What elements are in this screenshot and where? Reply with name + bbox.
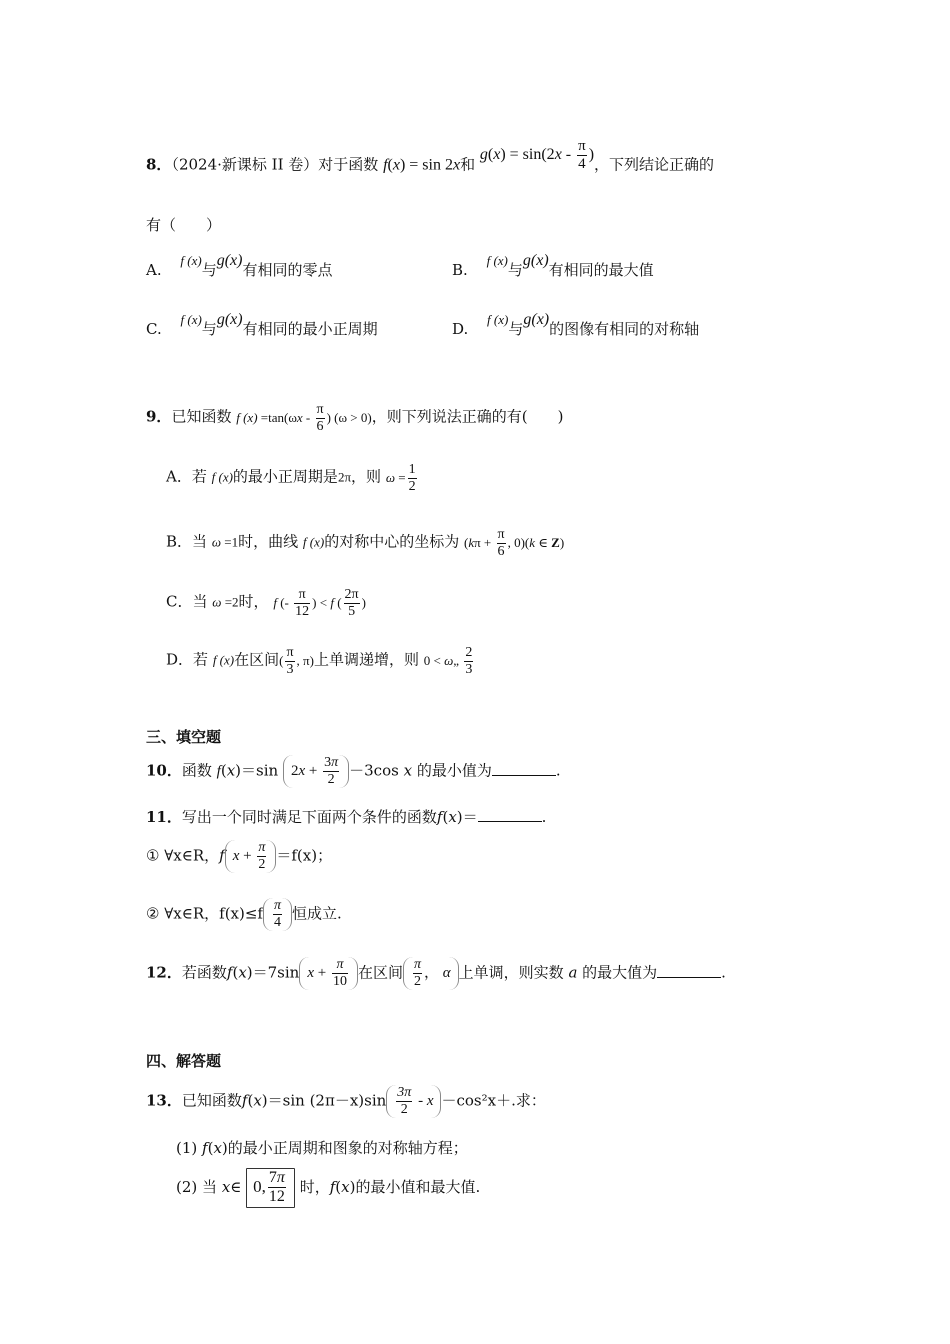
q9-c-ineq: f (- $\frac{\pi}{12}$ ) < f ( $\frac{2\pi}{5}$ ) (273, 587, 366, 620)
q12-text-a: 若函数 (181, 963, 227, 982)
q10-fx: f (216, 763, 221, 780)
q13-part2-text2: 的最小值和最大值. (355, 1177, 481, 1196)
q8-option-c-text: 有相同的最小正周期 (242, 320, 378, 338)
q8-line2: 有（ ） (146, 216, 222, 234)
q8-option-b-yu: 与 (507, 261, 523, 279)
q11-number: 11． (146, 808, 182, 826)
q11-cond2-text: ∀x∈R，f(x)≤f (164, 904, 263, 923)
q8-option-c-label: C. (146, 320, 162, 338)
q8-option-d (452, 311, 700, 339)
q11-cond1-mark: ① (146, 846, 160, 865)
q10-text-c: 的最小值为 (416, 761, 492, 780)
q11-cond1-f: f (219, 846, 225, 865)
q11-blank[interactable] (478, 807, 542, 822)
q10-blank[interactable] (492, 761, 556, 776)
q9-d-fx: f (x) (212, 652, 235, 668)
q9-option-d (166, 645, 475, 678)
q12-text-d: 上单调，则实数 (458, 963, 564, 982)
q8-option-c (146, 311, 378, 339)
section-4-title: 四、解答题 (146, 1052, 222, 1070)
q10-fx-paren: (x)＝sin (220, 761, 279, 780)
q8-option-b-label: B. (452, 261, 468, 279)
q13-part2-interval: 0, $\frac{7\pi}{12}$ (246, 1168, 295, 1208)
q9-b-fx: f (x) (302, 534, 325, 550)
q8-option-c-yu: 与 (201, 320, 217, 338)
q9-a-fx: f (x) (211, 469, 233, 485)
q13-part2-text1: 时， (299, 1177, 330, 1196)
q9-c-text1: C．当 (166, 592, 208, 611)
q9-b-omega: ω =1 (211, 534, 239, 550)
q8-option-a-f: f (x) (180, 253, 202, 268)
q9-b-text1: B．当 (166, 532, 208, 551)
q9-a-omega: ω = $\frac{1}{2}$ (385, 462, 416, 495)
q9-d-range: 0 < ω„ $\frac{2}{3}$ (423, 645, 473, 678)
q12-text-c: 在区间 (357, 963, 403, 982)
q13-part1-text: 的最小正周期和图象的对称轴方程； (227, 1139, 468, 1157)
q9-b-text3: 的对称中心的坐标为 (324, 532, 460, 551)
q8-option-b-text: 有相同的最大值 (548, 261, 654, 279)
q11-cond2 (146, 898, 342, 931)
q8-option-b (452, 252, 654, 280)
q9-stem (146, 402, 563, 435)
q12-interval: $\frac{\pi}{2}$ ， α (403, 957, 459, 990)
q13-part2-label: (2) 当 (176, 1177, 218, 1196)
q8-g-def: g(x) = sin(2x - $\frac{\pi}{4}$ ) (479, 138, 595, 173)
q13-number: 13． (146, 1091, 182, 1110)
q9-option-c (166, 587, 366, 620)
q8-option-a-label: A. (146, 261, 162, 279)
q13-part2: (2) 当 x∈ 0, $\frac{7\pi}{12}$ 时，f(x)的最小值和最大值. (176, 1168, 480, 1208)
q8-text-b: 和 (460, 155, 476, 174)
q8-option-b-f: f (x) (486, 253, 508, 268)
q8-option-b-g: g(x) (522, 252, 549, 269)
q9-a-2pi: 2π (337, 469, 352, 485)
q8-option-c-g: g(x) (216, 311, 243, 328)
q13-part1: (1) f(x)的最小正周期和图象的对称轴方程； (176, 1139, 468, 1157)
q11: 11．写出一个同时满足下面两个条件的函数f(x)＝ . (146, 808, 547, 826)
q9-d-text3: 上单调递增，则 (313, 650, 419, 669)
q9-d-interval: ( $\frac{\pi}{3}$ , π) (279, 645, 314, 678)
q9-option-a (166, 462, 419, 495)
q9-text-b: ，则下列说法正确的有( ) (371, 407, 564, 426)
q10 (146, 755, 561, 788)
q8-text-c: ，下列结论正确的 (594, 155, 715, 174)
q9-a-text3: ，则 (351, 467, 382, 486)
q10-number: 10． (146, 761, 182, 780)
q10-text-a: 函数 (181, 761, 212, 780)
q13-part2-x: x (221, 1177, 231, 1196)
q8-option-a-yu: 与 (201, 261, 217, 279)
q12-blank[interactable] (657, 963, 721, 978)
q13-text-c: －cos²x＋.求： (441, 1091, 546, 1110)
q11-fx: f (436, 808, 443, 826)
q9-c-omega: ω =2 (212, 594, 239, 610)
q13-fx: f (241, 1091, 248, 1110)
q8-option-d-f: f (x) (487, 312, 509, 327)
q9-d-text1: D．若 (166, 650, 209, 669)
q8-option-a-g: g(x) (216, 252, 243, 269)
q13-arg: $\frac{3\pi}{2}$ - x (386, 1085, 441, 1118)
q13-part1-label: (1) (176, 1139, 198, 1157)
q8-option-d-label: D. (452, 320, 469, 338)
q8-option-a (146, 252, 333, 280)
q10-text-d: . (555, 761, 561, 780)
q13-text-a: 已知函数 (181, 1091, 242, 1110)
q8-option-d-g: g(x) (523, 311, 550, 328)
q11-text-a: 写出一个同时满足下面两个条件的函数 (181, 808, 437, 826)
q9-d-text2: 在区间 (234, 650, 280, 669)
q12-text-e: 的最大值为 (582, 963, 658, 982)
q12-text-b: ＝7sin (252, 963, 300, 982)
q13-part1-fx: f (202, 1139, 208, 1157)
q12-a: a (563, 963, 583, 982)
q11-cond1-end: ＝f(x)； (276, 846, 333, 865)
q11-cond1-arg: x + $\frac{\pi}{2}$ (225, 840, 277, 873)
q11-cond2-mark: ② (146, 904, 160, 923)
q13-text-b: ＝sin (2π－x)sin (267, 1091, 387, 1110)
q9-number: 9． (146, 407, 172, 426)
q11-text-b: ＝ (462, 808, 478, 826)
q11-text-c: . (541, 808, 547, 826)
q9-b-center: (kπ + $\frac{\pi}{6}$ , 0)(k ∈ Z) (463, 527, 565, 560)
q12: 12．若函数f(x)＝7sin x + $\frac{\pi}{10}$ 在区间 $\frac{\pi}{2}$ ， α 上单调，则实数 a 的最大值为 . (146, 957, 726, 990)
q8-option-c-f: f (x) (180, 312, 202, 327)
q10-x: x (398, 761, 417, 780)
q8-option-a-text: 有相同的零点 (242, 261, 333, 279)
q8-option-d-yu: 与 (508, 320, 524, 338)
q13: 13．已知函数f(x)＝sin (2π－x)sin $\frac{3\pi}{2}$ - x －cos²x＋.求： (146, 1085, 546, 1118)
q8-text-a: （2024·新课标 II 卷）对于函数 (171, 155, 379, 174)
section-3-title: 三、填空题 (146, 728, 222, 746)
q10-text-b: －3cos (349, 761, 399, 780)
q9-option-b (166, 527, 564, 560)
q8-line1 (146, 138, 715, 184)
q11-cond2-end: 恒成立. (292, 904, 342, 923)
q9-text-a: 已知函数 (171, 407, 232, 426)
q8-option-d-text: 的图像有相同的对称轴 (549, 320, 700, 338)
q11-cond1 (146, 840, 332, 873)
q9-b-text2: 时，曲线 (238, 532, 299, 551)
q11-cond1-text: ∀x∈R， (164, 846, 220, 865)
q8-f-def: f(x) = sin 2x (383, 156, 461, 174)
q8-number: 8． (146, 155, 172, 174)
q13-part2-fx: f (329, 1177, 336, 1196)
q12-fx: f (226, 963, 233, 982)
q10-arg: 2x + $\frac{3\pi}{2}$ (283, 755, 349, 788)
q12-number: 12． (146, 963, 182, 982)
q9-a-text1: A．若 (166, 467, 207, 486)
q9-a-text2: 的最小正周期是 (232, 467, 338, 486)
q9-function: f (x) =tan(ωx - $\frac{\pi}{6}$ ) (ω > 0) (236, 402, 372, 435)
q9-c-text2: 时， (238, 592, 269, 611)
q11-cond2-arg: $\frac{\pi}{4}$ (263, 898, 292, 931)
q12-text-f: . (721, 963, 726, 982)
q12-arg: x + $\frac{\pi}{10}$ (299, 957, 358, 990)
